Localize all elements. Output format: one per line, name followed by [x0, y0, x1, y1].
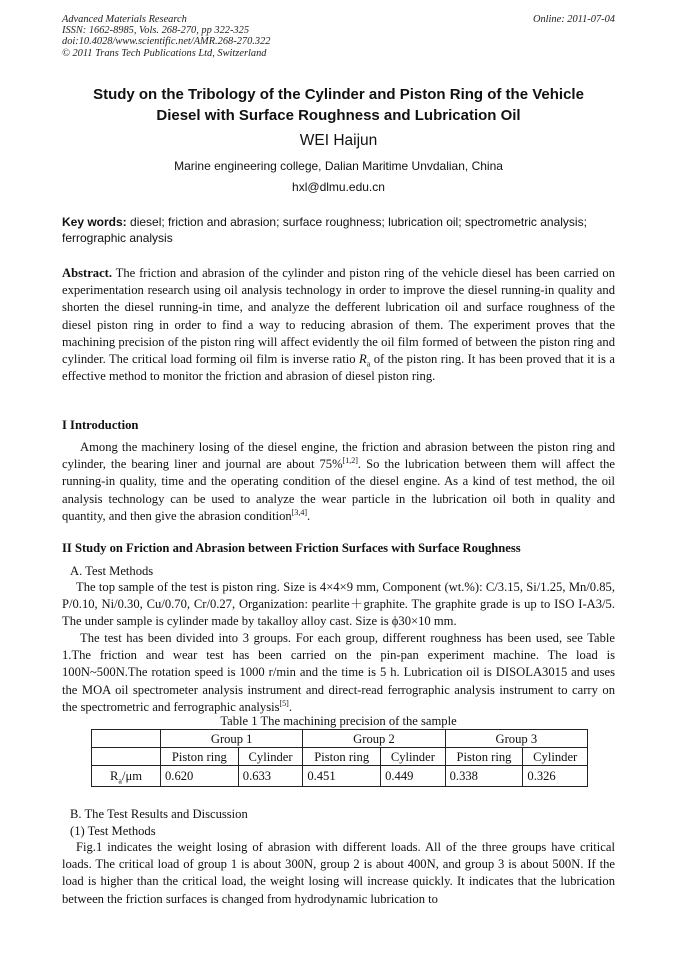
abstract	[62, 265, 615, 385]
journal-issn: ISSN: 1662-8985, Vols. 268-270, pp 322-325	[62, 25, 250, 37]
author-email: hxl@dlmu.edu.cn	[292, 180, 385, 194]
ra-subscript: a	[366, 359, 371, 369]
table-empty-cell	[92, 748, 161, 766]
table-subheader: Piston ring	[161, 748, 239, 766]
citation-5: [5]	[279, 698, 289, 708]
subsubsection-1-heading: (1) Test Methods	[70, 824, 156, 838]
test-methods-text-end: .	[288, 699, 292, 714]
ra-row-symbol: R	[109, 769, 119, 783]
title-line-2: Diesel with Surface Roughness and Lubrication Oil	[156, 107, 521, 124]
paper-title	[62, 84, 615, 126]
citation-1: [1,2]	[342, 456, 358, 466]
intro-paragraph	[62, 439, 615, 525]
journal-copyright: © 2011 Trans Tech Publications Ltd, Switzerland	[62, 47, 267, 59]
test-methods-text: The test has been divided into 3 groups. For each group, different roughness has been used, see Table 1.The friction and wear test has been carried on the pin-pan experiment machine. The load is 100N~500N.The rotation speed is 1000 r/min and the time is 5 h. Lubrication oil is DISOLA3015 and uses the MOA oil spectrometer analysis instrument and direct-read ferrographic analysis instrument to carry on the spectrometric and ferrographic analysis	[62, 631, 615, 714]
table-cell: 0.449	[381, 766, 446, 787]
table-cell: 0.326	[523, 766, 588, 787]
ra-row-unit: /μm	[121, 769, 142, 783]
intro-text-1: Among the machinery losing of the diesel engine, the friction and abrasion between the piston ring and cylinder, the bearing liner and journal are about 75%	[62, 440, 615, 472]
abstract-label: Abstract.	[62, 266, 113, 280]
test-methods-paragraph-2	[62, 630, 615, 716]
table-subheader: Cylinder	[381, 748, 446, 766]
intro-heading: I Introduction	[62, 418, 139, 432]
journal-name: Advanced Materials Research	[62, 14, 187, 25]
table-group-header: Group 2	[303, 730, 445, 748]
table-subheader: Piston ring	[445, 748, 523, 766]
keywords	[62, 214, 615, 246]
machining-precision-table	[91, 729, 588, 787]
table-group-header: Group 3	[445, 730, 587, 748]
subsection-b-heading: B. The Test Results and Discussion	[70, 807, 248, 821]
table-subheader: Piston ring	[303, 748, 381, 766]
section2-heading: II Study on Friction and Abrasion between Friction Surfaces with Surface Roughness	[62, 541, 521, 555]
author-affiliation: Marine engineering college, Dalian Maritime Unvdalian, China	[174, 159, 503, 173]
table-row	[92, 766, 588, 787]
keywords-text: diesel; friction and abrasion; surface roughness; lubrication oil; spectrometric analysis; ferrographic analysis	[62, 215, 587, 245]
keywords-label: Key words:	[62, 215, 127, 229]
title-line-1: Study on the Tribology of the Cylinder and Piston Ring of the Vehicle	[93, 86, 584, 103]
table-subheader: Cylinder	[523, 748, 588, 766]
table-subheader-row	[92, 748, 588, 766]
test-methods-paragraph-1: The top sample of the test is piston ring. Size is 4×4×9 mm, Component (wt.%): C/3.15, Si/1.25, Mn/0.85, P/0.10, Ni/0.30, Cu/0.70, Cr/0.27, Organization: pearlite＋graphite. The graphite grade is up to ISO I-A3/5. The under sample is cylinder made by takalloy alloy cast. Size is ϕ30×10 mm.	[62, 580, 615, 629]
table-row-label	[92, 766, 161, 787]
table-group-row	[92, 730, 588, 748]
author-name: WEI Haijun	[299, 132, 378, 149]
journal-doi: doi:10.4028/www.scientific.net/AMR.268-270.322	[62, 36, 271, 48]
table-cell: 0.451	[303, 766, 381, 787]
ra-row-subscript: a	[118, 776, 122, 786]
ra-symbol: R	[359, 352, 367, 367]
abstract-text-1: The friction and abrasion of the cylinder and piston ring of the vehicle diesel has been carried on experimentation research using oil analysis technology in order to improve the diesel running-in quality and shorten the diesel running-in time, and analyze the defferent lubrication oil and surface roughness of the diesel piston ring in order to find a way to reducing abrasion of them. The experiment proves that the machining precision of the piston ring will affect evidently the oil film formed of between the piston ring and cylinder. The critical load forming oil film is inverse ratio	[62, 266, 615, 367]
table-cell: 0.620	[161, 766, 239, 787]
table-caption: Table 1 The machining precision of the sample	[220, 714, 457, 728]
results-paragraph: Fig.1 indicates the weight losing of abrasion with different loads. All of the three groups have critical loads. The critical load of group 1 is about 300N, group 2 is about 400N, and group 3 is about 500N. If the load is higher than the critical load, the weight losing will increase quickly. It indicates that the lubrication between the friction surfaces is changed from hydrodynamic lubrication to	[62, 840, 615, 906]
abstract-text-2: of the piston ring. It has been proved that it is a effective method to monitor the friction and abrasion of diesel piston ring.	[62, 352, 615, 384]
table-cell: 0.633	[238, 766, 303, 787]
intro-text-3: .	[307, 508, 311, 523]
journal-header	[62, 14, 270, 59]
citation-2: [3,4]	[291, 507, 307, 517]
table-group-header: Group 1	[161, 730, 303, 748]
subsection-a-heading: A. Test Methods	[70, 564, 154, 578]
intro-text-2: . So the lubrication between them will affect the running-in quality, time and the operating condition of the diesel engine. As a kind of test method, the oil analysis technology can be used to analyze the wear particle in the lubrication oil both in quality and quantity, and then give the abrasion condition	[62, 457, 615, 523]
table-cell: 0.338	[445, 766, 523, 787]
table-subheader: Cylinder	[238, 748, 303, 766]
online-date: Online: 2011-07-04	[532, 14, 615, 25]
table-empty-cell	[92, 730, 161, 748]
